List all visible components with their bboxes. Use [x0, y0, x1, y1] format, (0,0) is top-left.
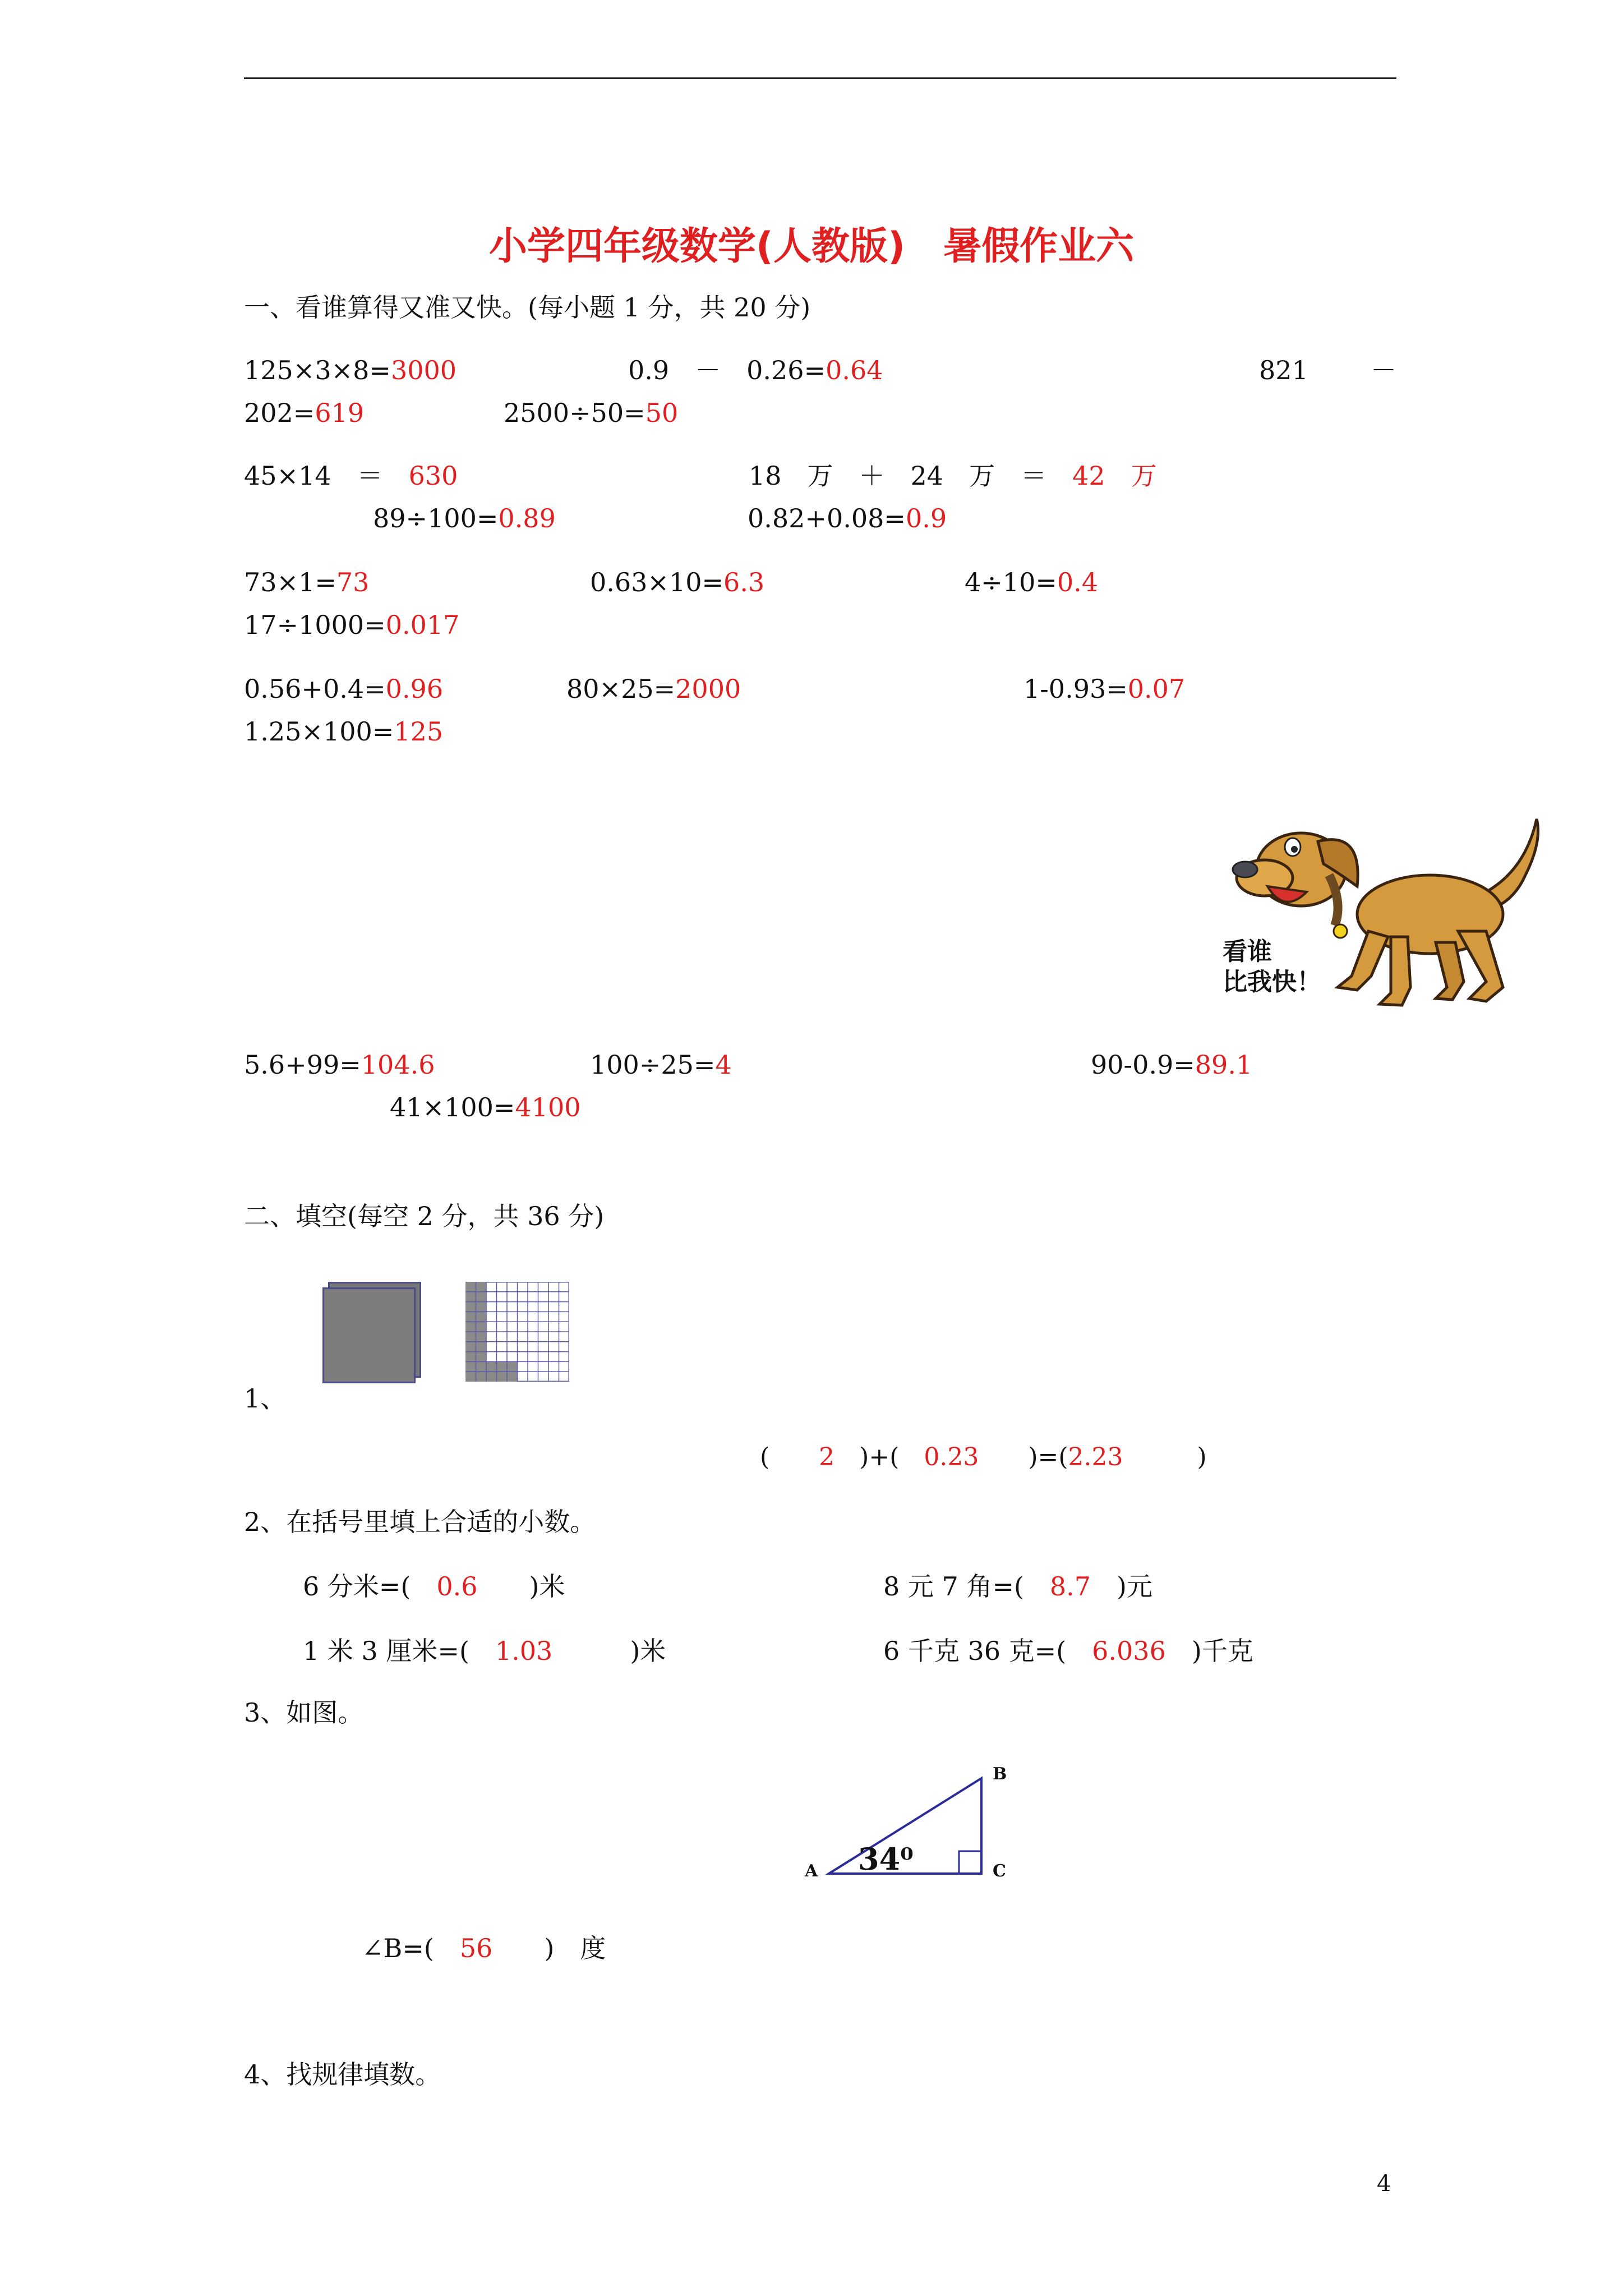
calc-item: 80×25=2000 [566, 674, 741, 704]
calc-item: 4÷10=0.4 [965, 567, 1099, 597]
section2-heading: 二、填空(每空 2 分，共 36 分) [244, 1201, 605, 1231]
q2-label: 2、在括号里填上合适的小数。 [244, 1507, 596, 1537]
dog-caption: 看谁 比我快！ [1223, 937, 1321, 996]
vertex-c-label: C [993, 1861, 1006, 1881]
calc-item: 125×3×8=3000 [244, 355, 457, 385]
q2-item: 6 千克 36 克=( 6.036 )千克 [883, 1636, 1253, 1666]
dog-illustration [1223, 808, 1548, 1032]
calc-item: 45×14 ＝ 630 [244, 461, 458, 491]
q2-item: 1 米 3 厘米=( 1.03 )米 [303, 1636, 666, 1666]
q3-answer: ∠B=( 56 ) 度 [362, 1933, 606, 1963]
vertex-b-label: B [993, 1764, 1007, 1784]
q3-label: 3、如图。 [244, 1697, 364, 1728]
calc-item: 89÷100=0.89 [373, 503, 556, 533]
q2-item: 6 分米=( 0.6 )米 [303, 1571, 565, 1602]
calc-item: 0.63×10=6.3 [590, 567, 765, 597]
calc-item: 90-0.9=89.1 [1091, 1050, 1253, 1080]
section1-heading: 一、看谁算得又准又快。(每小题 1 分，共 20 分) [244, 292, 811, 323]
calc-item: 0.56+0.4=0.96 [244, 674, 444, 704]
q1-equation: ( 2 )+( 0.23 )=(2.23 ) [760, 1443, 1207, 1471]
calc-item: 821 － [1259, 355, 1396, 385]
triangle-figure [802, 1761, 1015, 1890]
calc-item: 41×100=4100 [390, 1092, 581, 1122]
page-title: 小学四年级数学(人教版) 暑假作业六 [488, 224, 1135, 269]
calc-item: 0.9 － 0.26=0.64 [628, 355, 883, 385]
angle-label: 34⁰ [858, 1841, 914, 1877]
calc-item: 2500÷50=50 [504, 398, 679, 428]
q2-item: 8 元 7 角=( 8.7 )元 [883, 1571, 1152, 1602]
whole-squares-figure [322, 1282, 423, 1383]
q1-label: 1、 [244, 1383, 287, 1414]
calc-item: 202=619 [244, 398, 365, 428]
calc-item: 100÷25=4 [590, 1050, 732, 1080]
dog-icon [1223, 808, 1548, 1032]
calc-item: 1.25×100=125 [244, 716, 444, 747]
calc-item: 5.6+99=104.6 [244, 1050, 435, 1080]
calc-item: 17÷1000=0.017 [244, 610, 460, 640]
page-number: 4 [1377, 2171, 1391, 2197]
calc-item: 1-0.93=0.07 [1023, 674, 1186, 704]
calc-item: 18 万 ＋ 24 万 ＝ 42 万 [749, 461, 1157, 491]
vertex-a-label: A [805, 1861, 818, 1881]
q4-label: 4、找规律填数。 [244, 2059, 441, 2090]
calc-item: 0.82+0.08=0.9 [748, 503, 947, 533]
calc-item: 73×1=73 [244, 567, 370, 597]
header-rule [244, 77, 1396, 79]
hundredths-grid-figure [465, 1282, 569, 1382]
